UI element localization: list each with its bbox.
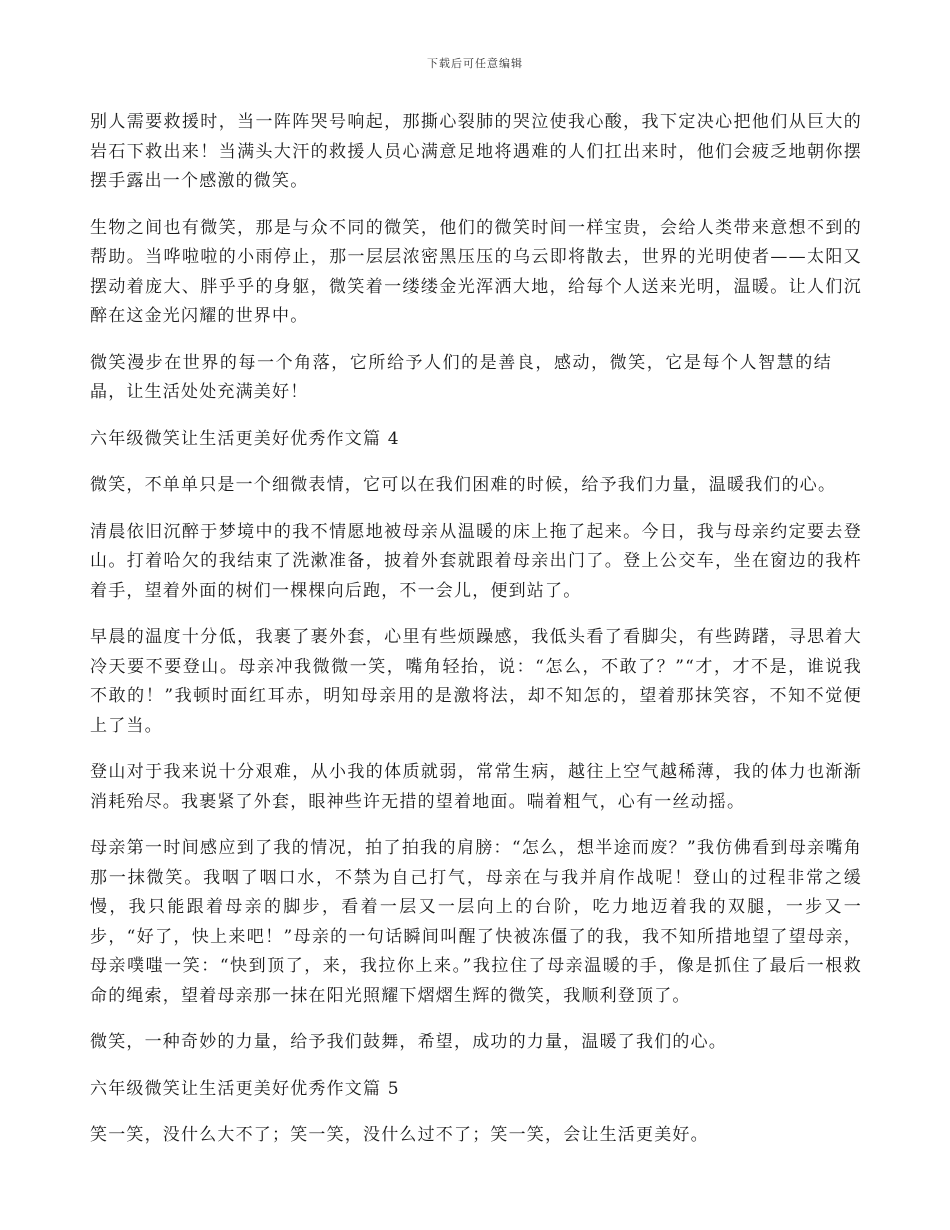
- paragraph: 生物之间也有微笑，那是与众不同的微笑，他们的微笑时间一样宝贵，会给人类带来意想不到的帮助。当哗啦啦的小雨停止，那一层层浓密黑压压的乌云即将散去，世界的光明使者——太阳又摆动着庞大、胖乎乎的身躯，微笑着一缕缕金光浑洒大地，给每个人送来光明，温暖。让人们沉醉在这金光闪耀的世界中。: [90, 217, 862, 326]
- section-heading: 六年级微笑让生活更美好优秀作文篇 4: [90, 428, 400, 449]
- paragraph: 母亲第一时间感应到了我的情况，拍了拍我的肩膀：“怎么，想半途而废？”我仿佛看到母亲嘴角那一抹微笑。我咽了咽口水，不禁为自己打气，母亲在与我并肩作战呢！登山的过程非常之缓慢，我只能跟着母亲的脚步，看着一层又一层向上的台阶，吃力地迈着我的双腿，一步又一步，“好了，快上来吧！”母亲的一句话瞬间叫醒了快被冻僵了的我，我不知所措地望了望母亲，母亲噗嗤一笑：“快到顶了，来，我拉你上来。”我拉住了母亲温暖的手，像是抓住了最后一根救命的绳索，望着母亲那一抹在阳光照耀下熠熠生辉的微笑，我顺利登顶了。: [90, 838, 862, 1006]
- document-body: [90, 108, 862, 1168]
- paragraph: 别人需要救援时，当一阵阵哭号响起，那撕心裂肺的哭泣使我心酸，我下定决心把他们从巨大的岩石下救出来！当满头大汗的救援人员心满意足地将遇难的人们扛出来时，他们会疲乏地朝你摆摆手露出一个感激的微笑。: [90, 112, 862, 191]
- paragraph: 早晨的温度十分低，我裹了裹外套，心里有些烦躁感，我低头看了看脚尖，有些踌躇，寻思着大冷天要不要登山。母亲冲我微微一笑，嘴角轻抬，说：“怎么，不敢了？”“才，才不是，谁说我不敢的！”我顿时面红耳赤，明知母亲用的是激将法，却不知怎的，望着那抹笑容，不知不觉便上了当。: [90, 627, 862, 736]
- paragraph: 微笑，一种奇妙的力量，给予我们鼓舞，希望，成功的力量，温暖了我们的心。: [90, 1032, 727, 1052]
- paragraph: 微笑漫步在世界的每一个角落，它所给予人们的是善良，感动，微笑，它是每个人智慧的结晶，让生活处处充满美好！: [90, 352, 832, 402]
- section-heading: 六年级微笑让生活更美好优秀作文篇 5: [90, 1078, 400, 1099]
- paragraph: 登山对于我来说十分艰难，从小我的体质就弱，常常生病，越往上空气越稀薄，我的体力也渐渐消耗殆尽。我裹紧了外套，眼神些许无措的望着地面。喘着粗气，心有一丝动摇。: [90, 762, 862, 812]
- paragraph: 清晨依旧沉醉于梦境中的我不情愿地被母亲从温暖的床上拖了起来。今日，我与母亲约定要去登山。打着哈欠的我结束了洗漱准备，披着外套就跟着母亲出门了。登上公交车，坐在窗边的我杵着手，望着外面的树们一棵棵向后跑，不一会儿，便到站了。: [90, 521, 862, 601]
- page-header: 下载后可任意编辑: [427, 57, 523, 70]
- paragraph: 笑一笑，没什么大不了；笑一笑，没什么过不了；笑一笑，会让生活更美好。: [90, 1125, 709, 1145]
- paragraph: 微笑，不单单只是一个细微表情，它可以在我们困难的时候，给予我们力量，温暖我们的心。: [90, 475, 837, 495]
